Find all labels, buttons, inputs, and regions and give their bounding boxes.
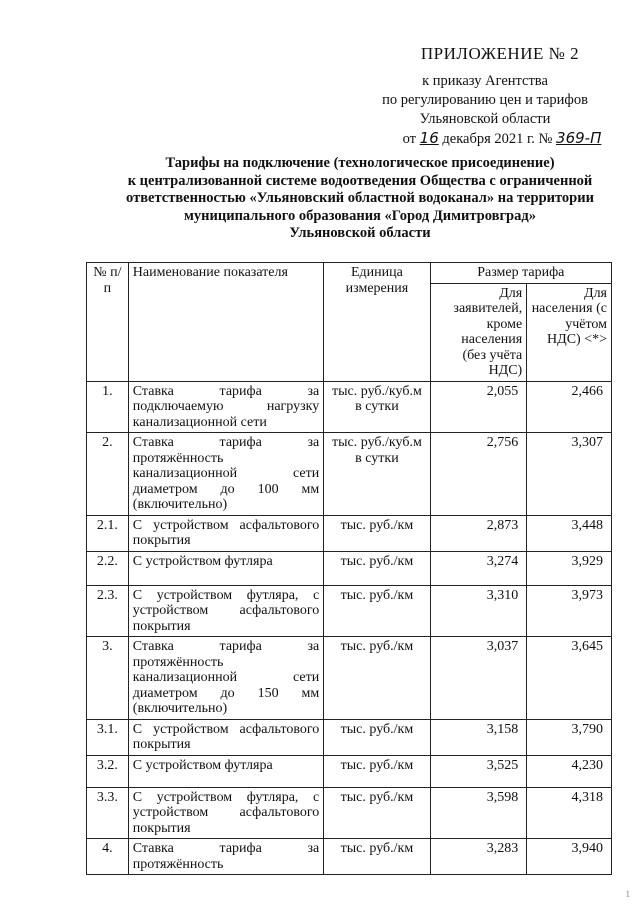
order-date xyxy=(394,129,610,149)
row-num: 2.3. xyxy=(87,585,129,637)
appendix-title: ПРИЛОЖЕНИЕ № 2 xyxy=(420,44,580,63)
row-name: С устройством асфальтового покрытия xyxy=(128,515,323,551)
row-unit: тыс. руб./км xyxy=(324,787,430,839)
order-reference: к приказу Агентства xyxy=(422,73,548,89)
row-num: 2. xyxy=(87,433,129,516)
title-line: ответственностью «Ульяновский областной водоканал» на территории xyxy=(126,190,594,206)
header-population: Для населения (с учётом НДС) <*> xyxy=(527,283,612,381)
row-value-population: 4,230 xyxy=(527,755,612,787)
handwritten-day: 16 xyxy=(419,129,439,147)
row-name: Ставка тарифа за протяжённость канализационной сети диаметром до 150 мм (включительно) xyxy=(128,637,323,720)
header-row xyxy=(87,263,612,284)
row-value-applicants: 3,274 xyxy=(430,551,527,585)
header-tariff-size: Размер тарифа xyxy=(430,263,611,284)
row-unit: тыс. руб./км xyxy=(324,585,430,637)
header-unit: Единица измерения xyxy=(324,263,430,382)
header-name: Наименование показателя xyxy=(128,263,323,382)
row-unit: тыс. руб./км xyxy=(324,755,430,787)
row-name: Ставка тарифа за протяжённость канализационной сети диаметром до 100 мм (включительно) xyxy=(128,433,323,516)
row-value-applicants: 3,037 xyxy=(430,637,527,720)
row-value-population: 2,466 xyxy=(527,381,612,433)
row-unit: тыс. руб./км xyxy=(324,551,430,585)
row-value-population: 3,645 xyxy=(527,637,612,720)
table-row xyxy=(87,839,612,875)
row-num: 2.2. xyxy=(87,551,129,585)
handwritten-order-number: 369-П xyxy=(556,129,602,147)
row-unit: тыс. руб./км xyxy=(324,515,430,551)
table-row xyxy=(87,381,612,433)
tariff-table xyxy=(86,262,612,875)
row-name: Ставка тарифа за протяжённость xyxy=(128,839,323,875)
header-applicants: Для заявителей, кроме населения (без учёта НДС) xyxy=(430,283,527,381)
row-value-population: 3,307 xyxy=(527,433,612,516)
row-num: 4. xyxy=(87,839,129,875)
row-unit: тыс. руб./куб.м в сутки xyxy=(324,433,430,516)
page-mark: 1 xyxy=(625,889,630,899)
row-unit: тыс. руб./км xyxy=(324,839,430,875)
row-unit: тыс. руб./км xyxy=(324,637,430,720)
table-row xyxy=(87,585,612,637)
title-line: Тарифы на подключение (технологическое присоединение) xyxy=(165,155,555,171)
row-unit: тыс. руб./км xyxy=(324,719,430,755)
row-value-population: 3,929 xyxy=(527,551,612,585)
row-value-applicants: 3,525 xyxy=(430,755,527,787)
header-num: № п/п xyxy=(87,263,129,382)
agency-name: по регулированию цен и тарифов xyxy=(382,92,588,108)
row-name: С устройством асфальтового покрытия xyxy=(128,719,323,755)
document-header xyxy=(360,44,610,149)
date-rest: декабря 2021 г. № xyxy=(442,131,553,147)
row-name: Ставка тарифа за подключаемую нагрузку канализационной сети xyxy=(128,381,323,433)
row-value-applicants: 3,158 xyxy=(430,719,527,755)
row-name: С устройством футляра, с устройством асфальтового покрытия xyxy=(128,585,323,637)
title-line: к централизованной системе водоотведения Общества с ограниченной xyxy=(127,172,593,189)
row-value-population: 3,448 xyxy=(527,515,612,551)
row-value-applicants: 2,873 xyxy=(430,515,527,551)
row-value-applicants: 2,055 xyxy=(430,381,527,433)
table-row xyxy=(87,755,612,787)
row-value-population: 4,318 xyxy=(527,787,612,839)
row-value-population: 3,973 xyxy=(527,585,612,637)
table-row xyxy=(87,433,612,516)
row-value-applicants: 3,283 xyxy=(430,839,527,875)
title-line: Ульяновской области xyxy=(289,225,431,241)
row-num: 3.2. xyxy=(87,755,129,787)
table-row xyxy=(87,719,612,755)
row-value-applicants: 2,756 xyxy=(430,433,527,516)
row-num: 1. xyxy=(87,381,129,433)
row-num: 3.3. xyxy=(87,787,129,839)
row-value-population: 3,940 xyxy=(527,839,612,875)
title-line: муниципального образования «Город Димитровград» xyxy=(184,207,536,224)
document-title xyxy=(100,155,620,243)
row-value-applicants: 3,310 xyxy=(430,585,527,637)
table-row xyxy=(87,787,612,839)
row-name: С устройством футляра xyxy=(128,755,323,787)
row-name: С устройством футляра xyxy=(128,551,323,585)
row-num: 3. xyxy=(87,637,129,720)
table-row xyxy=(87,637,612,720)
row-value-applicants: 3,598 xyxy=(430,787,527,839)
row-unit: тыс. руб./куб.м в сутки xyxy=(324,381,430,433)
row-name: С устройством футляра, с устройством асфальтового покрытия xyxy=(128,787,323,839)
date-prefix: от xyxy=(402,131,417,147)
region-name: Ульяновской области xyxy=(419,111,551,127)
row-value-population: 3,790 xyxy=(527,719,612,755)
row-num: 2.1. xyxy=(87,515,129,551)
row-num: 3.1. xyxy=(87,719,129,755)
table-row xyxy=(87,551,612,585)
table-row xyxy=(87,515,612,551)
